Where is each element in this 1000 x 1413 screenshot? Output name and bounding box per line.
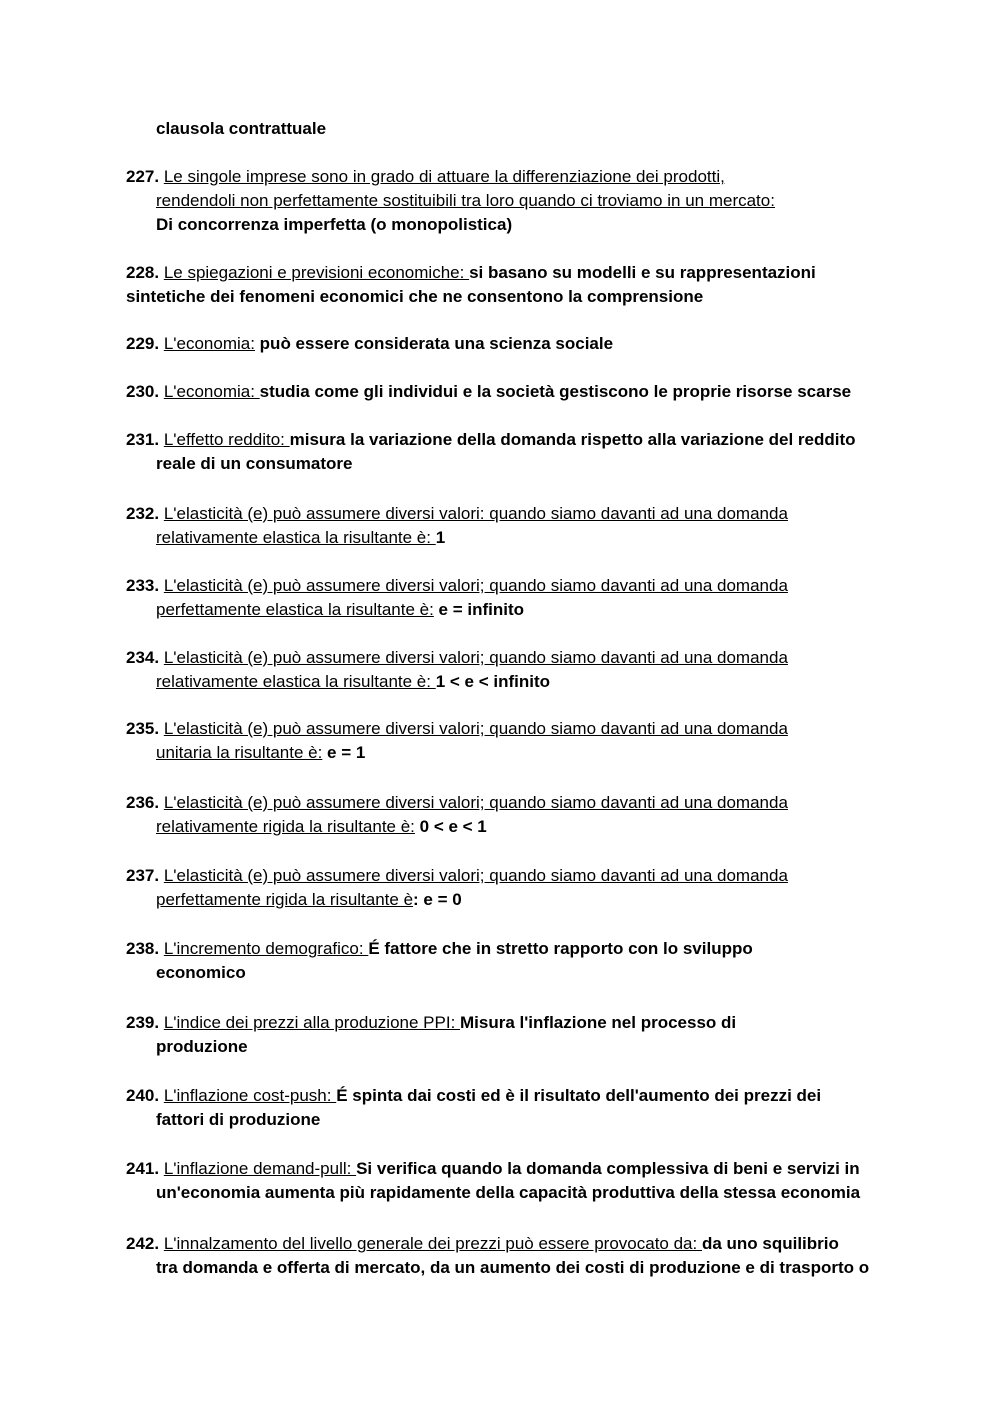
question-number: 233. [126, 576, 164, 595]
question-line [126, 1158, 860, 1180]
question-number: 232. [126, 504, 164, 523]
question-line [156, 527, 445, 549]
question-number: 235. [126, 719, 164, 738]
question-line [156, 889, 462, 911]
answer-text: sintetiche dei fenomeni economici che ne consentono la comprensione [126, 287, 704, 306]
question-line [126, 865, 788, 887]
question-line [126, 938, 753, 960]
question-line [156, 1182, 860, 1204]
question-number: 230. [126, 382, 164, 401]
question-text: Le singole imprese sono in grado di attuare la differenziazione dei prodotti, [163, 167, 725, 186]
answer-text: e = infinito [433, 600, 525, 619]
question-text: perfettamente rigida la risultante è [156, 890, 414, 909]
question-line [156, 190, 775, 212]
answer-text: e = 1 [322, 743, 366, 762]
question-line [126, 575, 788, 597]
question-line [126, 262, 816, 284]
question-text: L'inflazione demand-pull: [163, 1159, 357, 1178]
question-line [126, 1085, 821, 1107]
question-text: relativamente elastica la risultante è: [156, 528, 436, 547]
question-text: unitaria la risultante è: [156, 743, 323, 762]
question-line [126, 503, 788, 525]
question-text: L'elasticità (e) può assumere diversi valori: quando siamo davanti ad una domanda [163, 504, 788, 523]
answer-text: reale di un consumatore [156, 454, 353, 473]
question-number: 239. [126, 1013, 164, 1032]
question-text: L'innalzamento del livello generale dei prezzi può essere provocato da: [163, 1234, 702, 1253]
question-text: L'indice dei prezzi alla produzione PPI: [163, 1013, 461, 1032]
answer-text: si basano su modelli e su rappresentazioni [469, 263, 816, 282]
question-text: L'economia: [163, 334, 255, 353]
question-number: 240. [126, 1086, 164, 1105]
question-text: rendendoli non perfettamente sostituibili tra loro quando ci troviamo in un mercato: [156, 191, 775, 210]
question-text: L'inflazione cost-push: [163, 1086, 337, 1105]
answer-text: Si verifica quando la domanda complessiva di beni e servizi in [356, 1159, 860, 1178]
question-line [156, 1257, 869, 1279]
question-text: L'elasticità (e) può assumere diversi valori; quando siamo davanti ad una domanda [163, 648, 788, 667]
answer-text: misura la variazione della domanda rispetto alla variazione del reddito [289, 430, 856, 449]
question-line [156, 816, 487, 838]
answer-text: : e = 0 [413, 890, 462, 909]
question-line [126, 429, 856, 451]
question-text: relativamente rigida la risultante è: [156, 817, 415, 836]
answer-text: 0 < e < 1 [414, 817, 487, 836]
answer-text: produzione [156, 1037, 248, 1056]
question-line [126, 286, 703, 308]
question-number: 241. [126, 1159, 164, 1178]
answer-text: 1 < e < infinito [435, 672, 551, 691]
answer-text: fattori di produzione [156, 1110, 321, 1129]
question-line [156, 453, 353, 475]
question-text: L'elasticità (e) può assumere diversi valori; quando siamo davanti ad una domanda [163, 719, 788, 738]
question-number: 242. [126, 1234, 164, 1253]
question-line [126, 1233, 839, 1255]
answer-text: da uno squilibrio [701, 1234, 839, 1253]
question-number: 228. [126, 263, 164, 282]
question-line [126, 792, 788, 814]
question-line [156, 214, 512, 236]
question-line [126, 381, 851, 403]
question-text: L'elasticità (e) può assumere diversi valori; quando siamo davanti ad una domanda [163, 866, 788, 885]
question-number: 237. [126, 866, 164, 885]
question-text: perfettamente elastica la risultante è: [156, 600, 434, 619]
question-line [156, 599, 524, 621]
answer-text: Misura l'inflazione nel processo di [460, 1013, 737, 1032]
question-text: L'incremento demografico: [163, 939, 369, 958]
continuation-text: clausola contrattuale [156, 119, 327, 138]
question-line [156, 742, 365, 764]
question-line [156, 1109, 320, 1131]
answer-text: studia come gli individui e la società gestiscono le proprie risorse scarse [259, 382, 852, 401]
question-number: 234. [126, 648, 164, 667]
question-line [156, 671, 550, 693]
question-number: 229. [126, 334, 164, 353]
question-text: relativamente elastica la risultante è: [156, 672, 436, 691]
question-line [156, 1036, 248, 1058]
answer-text: economico [156, 963, 246, 982]
question-text: L'elasticità (e) può assumere diversi valori; quando siamo davanti ad una domanda [163, 793, 788, 812]
question-text: L'effetto reddito: [163, 430, 290, 449]
question-text: Le spiegazioni e previsioni economiche: [163, 263, 470, 282]
question-text: L'elasticità (e) può assumere diversi valori; quando siamo davanti ad una domanda [163, 576, 788, 595]
question-number: 227. [126, 167, 164, 186]
answer-text: É spinta dai costi ed è il risultato dell'aumento dei prezzi dei [336, 1086, 822, 1105]
question-number: 238. [126, 939, 164, 958]
answer-text: É fattore che in stretto rapporto con lo sviluppo [368, 939, 753, 958]
question-text: L'economia: [163, 382, 260, 401]
question-number: 231. [126, 430, 164, 449]
answer-text: 1 [435, 528, 446, 547]
answer-text: Di concorrenza imperfetta (o monopolistica) [156, 215, 513, 234]
question-line [126, 647, 788, 669]
question-line [156, 962, 246, 984]
question-number: 236. [126, 793, 164, 812]
question-line [126, 718, 788, 740]
question-line [126, 333, 613, 355]
answer-text: un'economia aumenta più rapidamente della capacità produttiva della stessa economia [156, 1183, 861, 1202]
answer-text: tra domanda e offerta di mercato, da un aumento dei costi di produzione e di trasporto o [156, 1258, 870, 1277]
question-line [126, 166, 725, 188]
question-line [126, 1012, 736, 1034]
answer-text: può essere considerata una scienza sociale [254, 334, 614, 353]
